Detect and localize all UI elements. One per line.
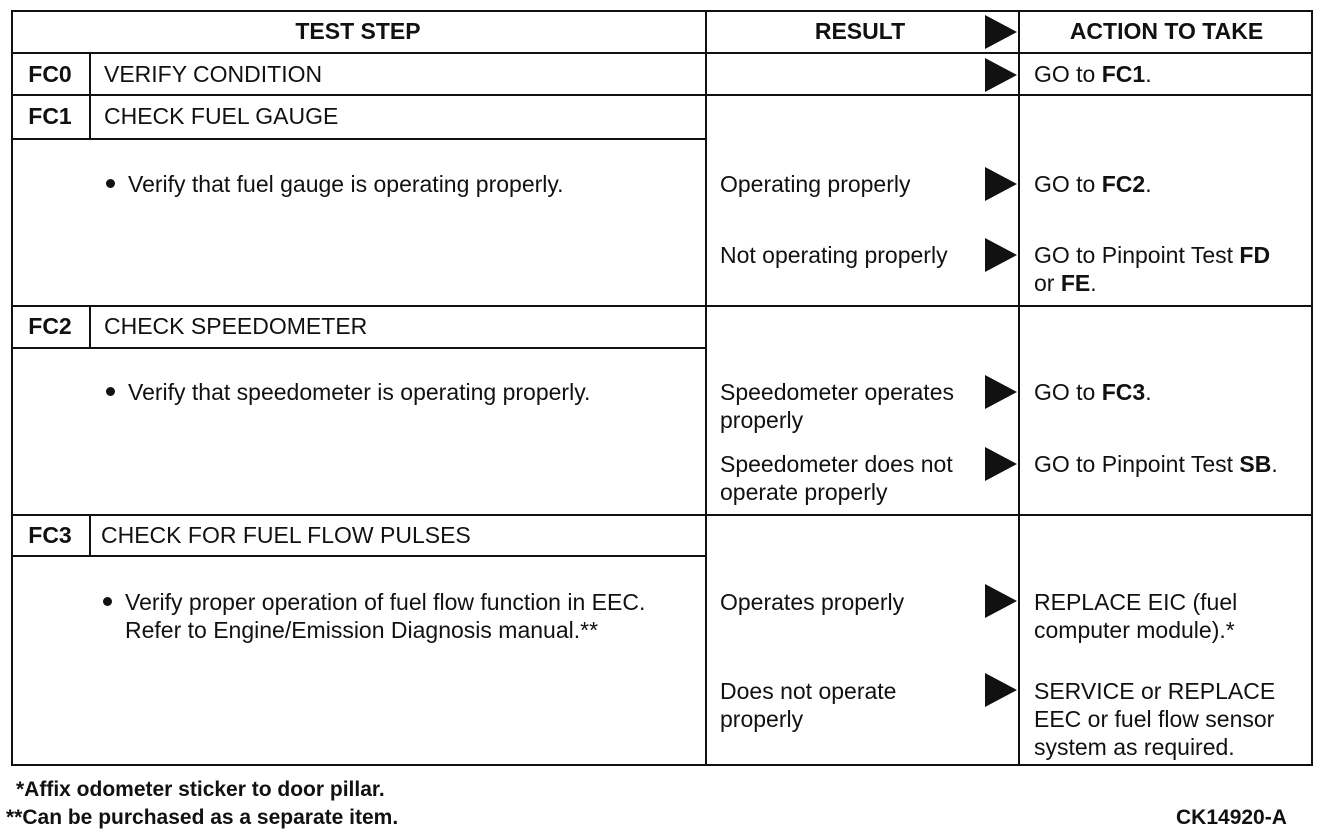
- fc0-arrow-icon: [985, 58, 1017, 92]
- fc3-action-2-line2: EEC or fuel flow sensor: [1034, 706, 1275, 732]
- fc2-action-2-prefix: GO to Pinpoint Test: [1034, 451, 1240, 477]
- header-arrow-icon: [985, 15, 1017, 49]
- fc3-action-1-line2: computer module).*: [1034, 617, 1235, 643]
- fc3-code: FC3: [28, 522, 72, 548]
- fc1-title: CHECK FUEL GAUGE: [104, 103, 339, 129]
- fc3-bullet-icon: [103, 597, 112, 606]
- footnote-2: **Can be purchased as a separate item.: [6, 806, 399, 829]
- fc1-arrow-1-icon: [985, 167, 1017, 201]
- fc1-action-1-prefix: GO to: [1034, 171, 1102, 197]
- fc3-title-line: [11, 555, 707, 557]
- fc2-action-2-suffix: .: [1271, 451, 1278, 477]
- fc0-action-ref: FC1: [1101, 61, 1146, 87]
- fc2-action-1-suffix: .: [1145, 379, 1152, 405]
- footnote-1: *Affix odometer sticker to door pillar.: [16, 778, 385, 801]
- fc2-step: Verify that speedometer is operating properly.: [128, 379, 591, 405]
- fc2-action-2-ref: SB: [1239, 451, 1272, 477]
- fc3-arrow-2-icon: [985, 673, 1017, 707]
- fc3-action-1-line1: REPLACE EIC (fuel: [1034, 589, 1238, 615]
- fc3-result-2-line2: properly: [720, 706, 804, 732]
- fc3-result-1: Operates properly: [720, 589, 905, 615]
- fc1-bullet-icon: [106, 179, 115, 188]
- figure-id: CK14920-A: [1176, 806, 1287, 829]
- fc0-code: FC0: [28, 61, 72, 87]
- fc3-step-line1: Verify proper operation of fuel flow function in EEC.: [125, 589, 646, 615]
- fc2-action-1: [1034, 378, 1152, 406]
- fc2-title: CHECK SPEEDOMETER: [104, 313, 368, 339]
- divider-code-fc1: [89, 96, 91, 138]
- divider-code-fc2: [89, 306, 91, 348]
- fc2-result-2-line1: Speedometer does not: [720, 451, 953, 477]
- fc2-code: FC2: [28, 313, 72, 339]
- fc2-bottom-line: [11, 514, 1313, 516]
- fc1-step: Verify that fuel gauge is operating properly.: [128, 171, 564, 197]
- divider-code-fc0: [89, 54, 91, 96]
- fc3-result-2-line1: Does not operate: [720, 678, 897, 704]
- fc3-action-2-line1: SERVICE or REPLACE: [1034, 678, 1276, 704]
- fc2-result-2-line2: operate properly: [720, 479, 888, 505]
- divider-result-action: [1018, 10, 1020, 766]
- fc1-action-2-line2: [1034, 269, 1097, 297]
- fc1-arrow-2-icon: [985, 238, 1017, 272]
- fc0-title: VERIFY CONDITION: [104, 61, 323, 87]
- fc2-action-1-ref: FC3: [1101, 379, 1146, 405]
- fc1-title-line: [11, 138, 707, 140]
- header-test-step: TEST STEP: [295, 18, 421, 44]
- fc0-bottom-line: [11, 94, 1313, 96]
- fc1-action-1: [1034, 170, 1152, 198]
- header-result: RESULT: [814, 18, 906, 44]
- fc1-action-1-ref: FC2: [1101, 171, 1146, 197]
- fc1-result-2: Not operating properly: [720, 242, 948, 268]
- fc2-title-line: [11, 347, 707, 349]
- fc0-action: [1034, 60, 1152, 88]
- fc1-result-1: Operating properly: [720, 171, 911, 197]
- header-bottom-line: [11, 52, 1313, 54]
- fc1-action-2-line1: [1034, 241, 1270, 269]
- fc2-action-1-prefix: GO to: [1034, 379, 1102, 405]
- fc1-bottom-line: [11, 305, 1313, 307]
- fc0-action-prefix: GO to: [1034, 61, 1102, 87]
- fc1-action-2-suffix: .: [1090, 270, 1097, 296]
- fc2-result-1-line2: properly: [720, 407, 804, 433]
- fc2-bullet-icon: [106, 387, 115, 396]
- fc1-action-2-or: or: [1034, 270, 1061, 296]
- divider-test-result: [705, 10, 707, 766]
- fc2-action-2: [1034, 450, 1278, 478]
- fc3-step-line2: Refer to Engine/Emission Diagnosis manual.**: [125, 617, 599, 643]
- fc2-result-1-line1: Speedometer operates: [720, 379, 954, 405]
- fc2-arrow-1-icon: [985, 375, 1017, 409]
- fc1-action-2-prefix: GO to Pinpoint Test: [1034, 242, 1240, 268]
- fc1-action-1-suffix: .: [1145, 171, 1152, 197]
- fc0-action-suffix: .: [1145, 61, 1152, 87]
- fc3-arrow-1-icon: [985, 584, 1017, 618]
- fc3-title: CHECK FOR FUEL FLOW PULSES: [101, 522, 471, 548]
- fc1-action-2-ref-fe: FE: [1060, 270, 1091, 296]
- fc2-arrow-2-icon: [985, 447, 1017, 481]
- header-action: ACTION TO TAKE: [1069, 18, 1264, 44]
- fc1-code: FC1: [28, 103, 72, 129]
- divider-code-fc3: [89, 515, 91, 557]
- fc1-action-2-ref-fd: FD: [1239, 242, 1271, 268]
- fc3-action-2-line3: system as required.: [1034, 734, 1235, 760]
